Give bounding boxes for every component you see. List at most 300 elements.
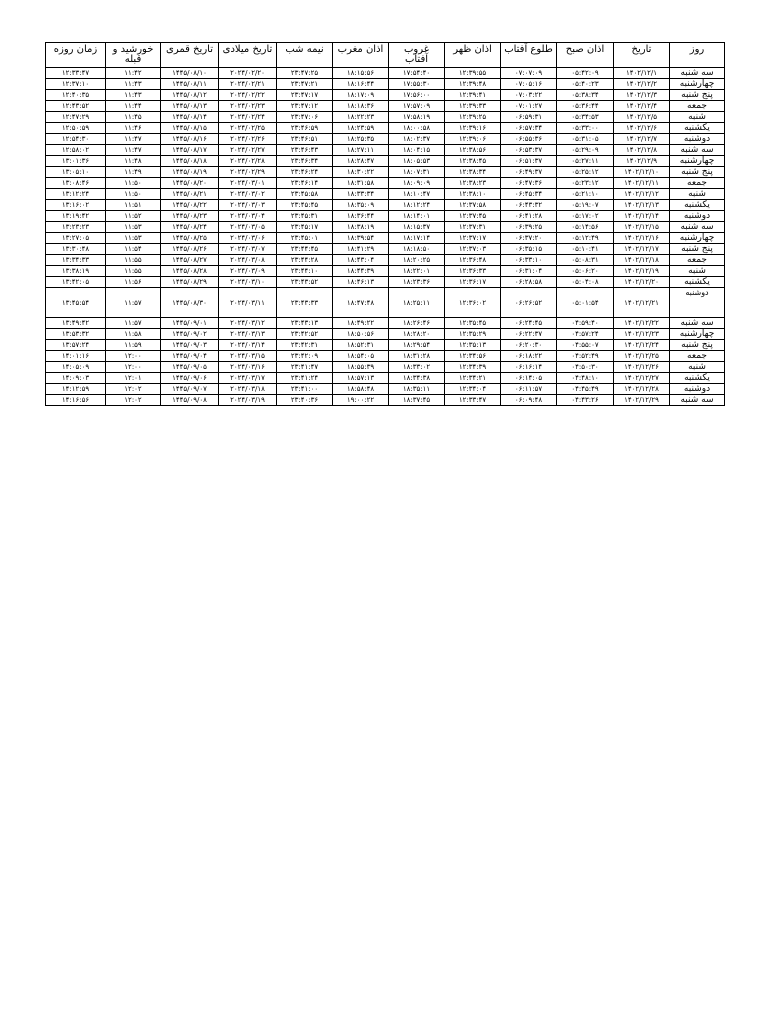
cell-day: پنج شنبه: [670, 167, 725, 178]
cell-maghrib: ۱۸:۴۶:۱۳: [333, 277, 389, 288]
cell-date: ۱۴۰۲/۱۲/۱۱: [614, 178, 670, 189]
cell-date: ۱۴۰۲/۱۲/۳: [614, 90, 670, 101]
header-day: روز: [670, 43, 725, 68]
table-row: [46, 167, 725, 178]
cell-qibla: ۱۱:۴۷: [106, 145, 161, 156]
cell-fasting: ۱۲:۵۸:۰۲: [46, 145, 106, 156]
cell-dhuhr: ۱۲:۳۸:۳۴: [445, 167, 501, 178]
cell-dhuhr: ۱۲:۳۳:۴۷: [445, 395, 501, 406]
cell-sunrise: ۰۶:۲۴:۴۵: [501, 318, 557, 329]
cell-maghrib: ۱۸:۳۸:۱۹: [333, 222, 389, 233]
cell-day: یکشنبه: [670, 277, 725, 288]
cell-fasting: ۱۳:۴۵:۵۴: [46, 288, 106, 318]
cell-qibla: ۱۱:۴۳: [106, 79, 161, 90]
cell-fasting: ۱۳:۳۰:۴۸: [46, 244, 106, 255]
cell-gregorian: ۲۰۲۴/۰۳/۱۴: [219, 340, 277, 351]
header-sunrise: طلوع آفتاب: [501, 43, 557, 68]
cell-gregorian: ۲۰۲۴/۰۲/۲۳: [219, 101, 277, 112]
cell-date: ۱۴۰۲/۱۲/۱۷: [614, 244, 670, 255]
table-row: [46, 362, 725, 373]
cell-day: دوشنبه: [670, 384, 725, 395]
cell-date: ۱۴۰۲/۱۲/۱۵: [614, 222, 670, 233]
cell-dhuhr: ۱۲:۳۹:۴۸: [445, 79, 501, 90]
table-row: [46, 79, 725, 90]
cell-dhuhr: ۱۲:۳۹:۳۳: [445, 101, 501, 112]
cell-sunrise: ۰۶:۱۴:۰۵: [501, 373, 557, 384]
cell-date: ۱۴۰۲/۱۲/۱۴: [614, 211, 670, 222]
cell-fajr: ۰۵:۱۹:۰۷: [557, 200, 614, 211]
cell-hijri: ۱۴۴۵/۰۸/۲۴: [161, 222, 219, 233]
cell-date: ۱۴۰۲/۱۲/۲۹: [614, 395, 670, 406]
cell-gregorian: ۲۰۲۴/۰۳/۰۵: [219, 222, 277, 233]
cell-qibla: ۱۱:۵۳: [106, 233, 161, 244]
cell-gregorian: ۲۰۲۴/۰۳/۰۹: [219, 266, 277, 277]
cell-midnight: ۲۳:۴۵:۳۱: [277, 211, 333, 222]
cell-hijri: ۱۴۴۵/۰۹/۰۳: [161, 340, 219, 351]
cell-fasting: ۱۳:۵۷:۲۴: [46, 340, 106, 351]
cell-hijri: ۱۴۴۵/۰۸/۲۹: [161, 277, 219, 288]
cell-hijri: ۱۴۴۵/۰۹/۰۱: [161, 318, 219, 329]
cell-maghrib: ۱۸:۲۲:۲۳: [333, 112, 389, 123]
cell-midnight: ۲۳:۴۷:۱۷: [277, 90, 333, 101]
header-fasting: زمان روزه: [46, 43, 106, 68]
cell-sunset: ۱۸:۱۸:۵۰: [389, 244, 445, 255]
cell-midnight: ۲۳:۴۷:۰۶: [277, 112, 333, 123]
cell-sunrise: ۰۶:۴۵:۳۴: [501, 189, 557, 200]
cell-hijri: ۱۴۴۵/۰۸/۲۶: [161, 244, 219, 255]
cell-midnight: ۲۳:۴۲:۳۱: [277, 340, 333, 351]
cell-midnight: ۲۳:۴۷:۲۱: [277, 79, 333, 90]
cell-fasting: ۱۲:۳۷:۱۰: [46, 79, 106, 90]
cell-gregorian: ۲۰۲۴/۰۲/۲۰: [219, 68, 277, 79]
cell-dhuhr: ۱۲:۳۵:۱۳: [445, 340, 501, 351]
cell-date: ۱۴۰۲/۱۲/۲۶: [614, 362, 670, 373]
prayer-times-table: [45, 42, 725, 406]
cell-sunrise: ۰۶:۱۸:۲۲: [501, 351, 557, 362]
cell-hijri: ۱۴۴۵/۰۸/۱۰: [161, 68, 219, 79]
table-body: [46, 68, 725, 406]
cell-date: ۱۴۰۲/۱۲/۴: [614, 101, 670, 112]
table-row: [46, 255, 725, 266]
cell-date: ۱۴۰۲/۱۲/۸: [614, 145, 670, 156]
cell-gregorian: ۲۰۲۴/۰۳/۱۱: [219, 288, 277, 318]
cell-maghrib: ۱۸:۵۵:۳۹: [333, 362, 389, 373]
cell-sunrise: ۰۶:۳۵:۱۵: [501, 244, 557, 255]
cell-qibla: ۱۱:۵۶: [106, 277, 161, 288]
cell-sunset: ۱۸:۰۹:۰۹: [389, 178, 445, 189]
table-row: [46, 318, 725, 329]
cell-date: ۱۴۰۲/۱۲/۲۳: [614, 329, 670, 340]
cell-maghrib: ۱۸:۳۶:۴۴: [333, 211, 389, 222]
cell-date: ۱۴۰۲/۱۲/۲۴: [614, 340, 670, 351]
cell-midnight: ۲۳:۴۲:۰۹: [277, 351, 333, 362]
cell-qibla: ۱۱:۴۳: [106, 90, 161, 101]
cell-maghrib: ۱۸:۱۸:۳۶: [333, 101, 389, 112]
cell-fajr: ۰۵:۱۴:۵۶: [557, 222, 614, 233]
cell-date: ۱۴۰۲/۱۲/۱۸: [614, 255, 670, 266]
cell-midnight: ۲۳:۴۷:۱۲: [277, 101, 333, 112]
cell-sunset: ۱۸:۲۳:۳۶: [389, 277, 445, 288]
cell-maghrib: ۱۸:۲۳:۵۹: [333, 123, 389, 134]
cell-midnight: ۲۳:۴۶:۲۴: [277, 167, 333, 178]
header-midnight: نیمه شب: [277, 43, 333, 68]
cell-dhuhr: ۱۲:۳۴:۰۴: [445, 384, 501, 395]
cell-midnight: ۲۳:۴۳:۳۳: [277, 288, 333, 318]
cell-sunrise: ۰۶:۰۹:۴۸: [501, 395, 557, 406]
cell-fasting: ۱۳:۰۵:۱۰: [46, 167, 106, 178]
cell-day: چهارشنبه: [670, 156, 725, 167]
cell-sunrise: ۰۶:۴۷:۳۶: [501, 178, 557, 189]
cell-fajr: ۰۴:۵۰:۳۰: [557, 362, 614, 373]
cell-qibla: ۱۱:۵۱: [106, 200, 161, 211]
cell-gregorian: ۲۰۲۴/۰۳/۱۷: [219, 373, 277, 384]
cell-fajr: ۰۵:۳۴:۵۳: [557, 112, 614, 123]
cell-fasting: ۱۳:۴۹:۴۲: [46, 318, 106, 329]
cell-day: جمعه: [670, 101, 725, 112]
cell-dhuhr: ۱۲:۳۶:۱۷: [445, 277, 501, 288]
cell-sunset: ۱۸:۱۲:۲۴: [389, 200, 445, 211]
cell-fajr: ۰۵:۰۱:۵۴: [557, 288, 614, 318]
cell-qibla: ۱۱:۴۷: [106, 134, 161, 145]
cell-sunrise: ۰۶:۴۳:۳۲: [501, 200, 557, 211]
cell-midnight: ۲۳:۴۵:۱۷: [277, 222, 333, 233]
cell-fajr: ۰۵:۳۳:۰۰: [557, 123, 614, 134]
cell-gregorian: ۲۰۲۴/۰۲/۲۸: [219, 156, 277, 167]
cell-qibla: ۱۱:۴۴: [106, 101, 161, 112]
cell-qibla: ۱۲:۰۲: [106, 395, 161, 406]
cell-sunrise: ۰۶:۲۰:۳۰: [501, 340, 557, 351]
cell-date: ۱۴۰۲/۱۲/۲۲: [614, 318, 670, 329]
cell-fasting: ۱۳:۱۹:۴۲: [46, 211, 106, 222]
cell-maghrib: ۱۸:۵۸:۴۸: [333, 384, 389, 395]
cell-maghrib: ۱۸:۵۰:۵۶: [333, 329, 389, 340]
cell-day: یکشنبه: [670, 200, 725, 211]
cell-maghrib: ۱۸:۴۹:۲۲: [333, 318, 389, 329]
table-row: [46, 233, 725, 244]
cell-sunset: ۱۸:۲۲:۰۱: [389, 266, 445, 277]
table-row: [46, 244, 725, 255]
cell-sunset: ۱۸:۳۱:۲۸: [389, 351, 445, 362]
cell-fajr: ۰۴:۴۸:۱۰: [557, 373, 614, 384]
cell-maghrib: ۱۸:۲۸:۴۷: [333, 156, 389, 167]
cell-day: شنبه: [670, 112, 725, 123]
cell-qibla: ۱۱:۵۴: [106, 244, 161, 255]
table-row: [46, 340, 725, 351]
cell-sunset: ۱۷:۵۷:۰۹: [389, 101, 445, 112]
table-row: [46, 90, 725, 101]
cell-hijri: ۱۴۴۵/۰۸/۱۹: [161, 167, 219, 178]
cell-fajr: ۰۴:۵۲:۴۹: [557, 351, 614, 362]
cell-gregorian: ۲۰۲۴/۰۳/۰۷: [219, 244, 277, 255]
cell-midnight: ۲۳:۴۱:۰۰: [277, 384, 333, 395]
cell-gregorian: ۲۰۲۴/۰۳/۰۸: [219, 255, 277, 266]
cell-fajr: ۰۵:۳۱:۰۵: [557, 134, 614, 145]
cell-day: جمعه: [670, 351, 725, 362]
cell-date: ۱۴۰۲/۱۲/۱۳: [614, 200, 670, 211]
cell-midnight: ۲۳:۴۳:۵۲: [277, 277, 333, 288]
cell-fajr: ۰۵:۱۰:۴۱: [557, 244, 614, 255]
cell-sunset: ۱۷:۵۵:۳۰: [389, 79, 445, 90]
cell-hijri: ۱۴۴۵/۰۹/۰۸: [161, 395, 219, 406]
table-row: [46, 123, 725, 134]
cell-sunrise: ۰۷:۰۱:۲۷: [501, 101, 557, 112]
cell-qibla: ۱۱:۴۵: [106, 112, 161, 123]
cell-midnight: ۲۳:۴۲:۵۲: [277, 329, 333, 340]
cell-hijri: ۱۴۴۵/۰۹/۰۶: [161, 373, 219, 384]
cell-hijri: ۱۴۴۵/۰۸/۱۸: [161, 156, 219, 167]
cell-day: پنج شنبه: [670, 340, 725, 351]
cell-hijri: ۱۴۴۵/۰۸/۱۳: [161, 101, 219, 112]
cell-sunrise: ۰۶:۲۲:۳۷: [501, 329, 557, 340]
cell-fasting: ۱۳:۱۲:۲۴: [46, 189, 106, 200]
cell-day: دوشنبه: [670, 211, 725, 222]
cell-sunset: ۱۷:۵۸:۱۹: [389, 112, 445, 123]
cell-hijri: ۱۴۴۵/۰۹/۰۵: [161, 362, 219, 373]
header-date: تاریخ: [614, 43, 670, 68]
cell-dhuhr: ۱۲:۳۹:۲۵: [445, 112, 501, 123]
cell-date: ۱۴۰۲/۱۲/۵: [614, 112, 670, 123]
cell-fasting: ۱۳:۵۳:۳۲: [46, 329, 106, 340]
cell-date: ۱۴۰۲/۱۲/۲۵: [614, 351, 670, 362]
cell-fajr: ۰۵:۱۷:۰۲: [557, 211, 614, 222]
cell-sunset: ۱۸:۰۲:۳۷: [389, 134, 445, 145]
cell-gregorian: ۲۰۲۴/۰۲/۲۴: [219, 112, 277, 123]
cell-hijri: ۱۴۴۵/۰۸/۲۳: [161, 211, 219, 222]
table-row: [46, 288, 725, 318]
cell-hijri: ۱۴۴۵/۰۸/۱۲: [161, 90, 219, 101]
cell-day: چهارشنبه: [670, 79, 725, 90]
cell-hijri: ۱۴۴۵/۰۸/۱۴: [161, 112, 219, 123]
cell-sunrise: ۰۷:۰۵:۱۶: [501, 79, 557, 90]
cell-day: دوشنبه: [670, 288, 725, 318]
cell-gregorian: ۲۰۲۴/۰۲/۲۷: [219, 145, 277, 156]
cell-dhuhr: ۱۲:۳۹:۱۶: [445, 123, 501, 134]
cell-date: ۱۴۰۲/۱۲/۲۷: [614, 373, 670, 384]
table-row: [46, 277, 725, 288]
cell-date: ۱۴۰۲/۱۲/۱۹: [614, 266, 670, 277]
cell-fajr: ۰۵:۰۸:۳۱: [557, 255, 614, 266]
cell-date: ۱۴۰۲/۱۲/۱۶: [614, 233, 670, 244]
cell-fajr: ۰۵:۱۲:۴۹: [557, 233, 614, 244]
cell-hijri: ۱۴۴۵/۰۹/۰۴: [161, 351, 219, 362]
cell-gregorian: ۲۰۲۴/۰۳/۱۲: [219, 318, 277, 329]
cell-midnight: ۲۳:۴۴:۴۵: [277, 244, 333, 255]
cell-dhuhr: ۱۲:۳۷:۴۵: [445, 211, 501, 222]
cell-hijri: ۱۴۴۵/۰۸/۲۸: [161, 266, 219, 277]
cell-maghrib: ۱۸:۳۳:۳۴: [333, 189, 389, 200]
cell-day: سه شنبه: [670, 318, 725, 329]
cell-sunset: ۱۸:۱۵:۳۷: [389, 222, 445, 233]
cell-date: ۱۴۰۲/۱۲/۶: [614, 123, 670, 134]
cell-sunset: ۱۸:۲۸:۲۰: [389, 329, 445, 340]
cell-midnight: ۲۳:۴۶:۴۳: [277, 145, 333, 156]
cell-date: ۱۴۰۲/۱۲/۱: [614, 68, 670, 79]
cell-maghrib: ۱۸:۱۵:۵۶: [333, 68, 389, 79]
cell-maghrib: ۱۸:۴۴:۳۹: [333, 266, 389, 277]
cell-hijri: ۱۴۴۵/۰۸/۲۲: [161, 200, 219, 211]
cell-sunrise: ۰۶:۳۹:۲۵: [501, 222, 557, 233]
cell-qibla: ۱۱:۵۷: [106, 318, 161, 329]
cell-sunset: ۱۷:۵۴:۴۰: [389, 68, 445, 79]
cell-fasting: ۱۲:۴۳:۵۲: [46, 101, 106, 112]
table-row: [46, 384, 725, 395]
cell-qibla: ۱۱:۵۵: [106, 255, 161, 266]
cell-fasting: ۱۴:۰۹:۰۳: [46, 373, 106, 384]
cell-midnight: ۲۳:۴۳:۱۳: [277, 318, 333, 329]
table-row: [46, 134, 725, 145]
cell-qibla: ۱۲:۰۲: [106, 384, 161, 395]
cell-hijri: ۱۴۴۵/۰۸/۲۷: [161, 255, 219, 266]
cell-dhuhr: ۱۲:۳۷:۳۱: [445, 222, 501, 233]
cell-gregorian: ۲۰۲۴/۰۳/۰۱: [219, 178, 277, 189]
cell-sunrise: ۰۶:۵۵:۳۶: [501, 134, 557, 145]
header-gregorian: تاریخ میلادی: [219, 43, 277, 68]
cell-fasting: ۱۲:۳۳:۴۷: [46, 68, 106, 79]
cell-dhuhr: ۱۲:۳۷:۱۷: [445, 233, 501, 244]
cell-sunrise: ۰۶:۵۹:۳۱: [501, 112, 557, 123]
cell-sunset: ۱۸:۲۶:۴۶: [389, 318, 445, 329]
table-row: [46, 68, 725, 79]
cell-day: جمعه: [670, 255, 725, 266]
cell-fajr: ۰۵:۲۵:۱۲: [557, 167, 614, 178]
table-row: [46, 145, 725, 156]
cell-sunrise: ۰۶:۴۹:۳۷: [501, 167, 557, 178]
cell-gregorian: ۲۰۲۴/۰۳/۰۶: [219, 233, 277, 244]
cell-maghrib: ۱۸:۱۷:۰۹: [333, 90, 389, 101]
table-row: [46, 266, 725, 277]
cell-sunrise: ۰۶:۱۱:۵۷: [501, 384, 557, 395]
cell-hijri: ۱۴۴۵/۰۸/۱۵: [161, 123, 219, 134]
cell-hijri: ۱۴۴۵/۰۸/۱۷: [161, 145, 219, 156]
cell-fasting: ۱۳:۰۱:۳۶: [46, 156, 106, 167]
cell-sunset: ۱۸:۳۳:۰۲: [389, 362, 445, 373]
cell-hijri: ۱۴۴۵/۰۸/۲۵: [161, 233, 219, 244]
cell-dhuhr: ۱۲:۳۹:۰۶: [445, 134, 501, 145]
cell-sunrise: ۰۶:۵۱:۳۷: [501, 156, 557, 167]
cell-maghrib: ۱۸:۳۵:۰۹: [333, 200, 389, 211]
cell-fajr: ۰۵:۴۰:۲۳: [557, 79, 614, 90]
cell-sunrise: ۰۷:۰۳:۲۲: [501, 90, 557, 101]
cell-sunrise: ۰۶:۵۷:۳۴: [501, 123, 557, 134]
table-row: [46, 189, 725, 200]
cell-day: شنبه: [670, 266, 725, 277]
cell-qibla: ۱۱:۴۹: [106, 167, 161, 178]
cell-gregorian: ۲۰۲۴/۰۳/۰۴: [219, 211, 277, 222]
cell-fajr: ۰۵:۰۴:۰۸: [557, 277, 614, 288]
cell-dhuhr: ۱۲:۳۸:۱۰: [445, 189, 501, 200]
cell-date: ۱۴۰۲/۱۲/۹: [614, 156, 670, 167]
header-fajr: اذان صبح: [557, 43, 614, 68]
cell-qibla: ۱۱:۴۶: [106, 123, 161, 134]
cell-midnight: ۲۳:۴۵:۵۸: [277, 189, 333, 200]
cell-dhuhr: ۱۲:۳۵:۲۹: [445, 329, 501, 340]
header-sunset: غروب آفتاب: [389, 43, 445, 68]
cell-qibla: ۱۲:۰۰: [106, 362, 161, 373]
cell-qibla: ۱۱:۴۲: [106, 68, 161, 79]
cell-fasting: ۱۳:۴۲:۰۵: [46, 277, 106, 288]
cell-sunset: ۱۸:۰۷:۳۱: [389, 167, 445, 178]
cell-maghrib: ۱۹:۰۰:۲۲: [333, 395, 389, 406]
cell-sunrise: ۰۶:۳۷:۲۰: [501, 233, 557, 244]
cell-maghrib: ۱۸:۱۶:۴۴: [333, 79, 389, 90]
cell-day: پنج شنبه: [670, 244, 725, 255]
cell-qibla: ۱۱:۵۲: [106, 211, 161, 222]
cell-dhuhr: ۱۲:۳۷:۵۸: [445, 200, 501, 211]
table-row: [46, 156, 725, 167]
cell-gregorian: ۲۰۲۴/۰۲/۲۹: [219, 167, 277, 178]
cell-maghrib: ۱۸:۵۲:۳۱: [333, 340, 389, 351]
cell-gregorian: ۲۰۲۴/۰۲/۲۲: [219, 90, 277, 101]
cell-date: ۱۴۰۲/۱۲/۱۲: [614, 189, 670, 200]
header-dhuhr: اذان ظهر: [445, 43, 501, 68]
cell-hijri: ۱۴۴۵/۰۸/۱۱: [161, 79, 219, 90]
table-row: [46, 329, 725, 340]
cell-sunset: ۱۸:۳۵:۱۱: [389, 384, 445, 395]
cell-midnight: ۲۳:۴۶:۵۱: [277, 134, 333, 145]
cell-maghrib: ۱۸:۲۵:۳۵: [333, 134, 389, 145]
cell-fajr: ۰۴:۴۳:۲۶: [557, 395, 614, 406]
cell-gregorian: ۲۰۲۴/۰۳/۱۸: [219, 384, 277, 395]
cell-maghrib: ۱۸:۳۱:۵۸: [333, 178, 389, 189]
cell-hijri: ۱۴۴۵/۰۸/۳۰: [161, 288, 219, 318]
cell-sunset: ۱۷:۵۶:۰۰: [389, 90, 445, 101]
cell-fasting: ۱۴:۱۶:۵۶: [46, 395, 106, 406]
table-row: [46, 351, 725, 362]
cell-midnight: ۲۳:۴۶:۱۴: [277, 178, 333, 189]
cell-sunset: ۱۸:۲۹:۵۴: [389, 340, 445, 351]
cell-maghrib: ۱۸:۵۷:۱۳: [333, 373, 389, 384]
header-hijri: تاریخ قمری: [161, 43, 219, 68]
cell-sunset: ۱۸:۳۷:۴۵: [389, 395, 445, 406]
cell-sunset: ۱۸:۲۰:۲۵: [389, 255, 445, 266]
cell-sunrise: ۰۶:۲۸:۵۸: [501, 277, 557, 288]
table-row: [46, 101, 725, 112]
cell-day: دوشنبه: [670, 134, 725, 145]
cell-fasting: ۱۲:۵۰:۵۹: [46, 123, 106, 134]
cell-gregorian: ۲۰۲۴/۰۳/۱۹: [219, 395, 277, 406]
cell-fajr: ۰۴:۵۵:۰۷: [557, 340, 614, 351]
cell-fajr: ۰۴:۴۵:۴۹: [557, 384, 614, 395]
cell-date: ۱۴۰۲/۱۲/۲: [614, 79, 670, 90]
cell-sunrise: ۰۶:۵۳:۳۷: [501, 145, 557, 156]
cell-dhuhr: ۱۲:۳۴:۳۹: [445, 362, 501, 373]
cell-hijri: ۱۴۴۵/۰۹/۰۲: [161, 329, 219, 340]
cell-fasting: ۱۳:۲۳:۲۳: [46, 222, 106, 233]
cell-fasting: ۱۴:۰۱:۱۶: [46, 351, 106, 362]
cell-maghrib: ۱۸:۳۰:۲۲: [333, 167, 389, 178]
cell-sunrise: ۰۶:۳۱:۰۴: [501, 266, 557, 277]
header-maghrib: اذان مغرب: [333, 43, 389, 68]
cell-day: چهارشنبه: [670, 329, 725, 340]
table-row: [46, 211, 725, 222]
cell-sunset: ۱۸:۳۴:۳۸: [389, 373, 445, 384]
cell-midnight: ۲۳:۴۱:۴۷: [277, 362, 333, 373]
cell-midnight: ۲۳:۴۶:۵۹: [277, 123, 333, 134]
cell-maghrib: ۱۸:۲۷:۱۱: [333, 145, 389, 156]
cell-dhuhr: ۱۲:۳۶:۳۳: [445, 266, 501, 277]
cell-hijri: ۱۴۴۵/۰۸/۱۶: [161, 134, 219, 145]
cell-qibla: ۱۱:۵۰: [106, 189, 161, 200]
cell-fasting: ۱۳:۲۷:۰۵: [46, 233, 106, 244]
cell-fajr: ۰۵:۲۷:۱۱: [557, 156, 614, 167]
cell-fasting: ۱۲:۴۷:۲۹: [46, 112, 106, 123]
cell-maghrib: ۱۸:۵۴:۰۵: [333, 351, 389, 362]
cell-maghrib: ۱۸:۴۷:۴۸: [333, 288, 389, 318]
cell-fajr: ۰۵:۲۹:۰۹: [557, 145, 614, 156]
cell-sunrise: ۰۶:۴۱:۲۸: [501, 211, 557, 222]
cell-day: سه شنبه: [670, 145, 725, 156]
cell-dhuhr: ۱۲:۳۷:۰۳: [445, 244, 501, 255]
